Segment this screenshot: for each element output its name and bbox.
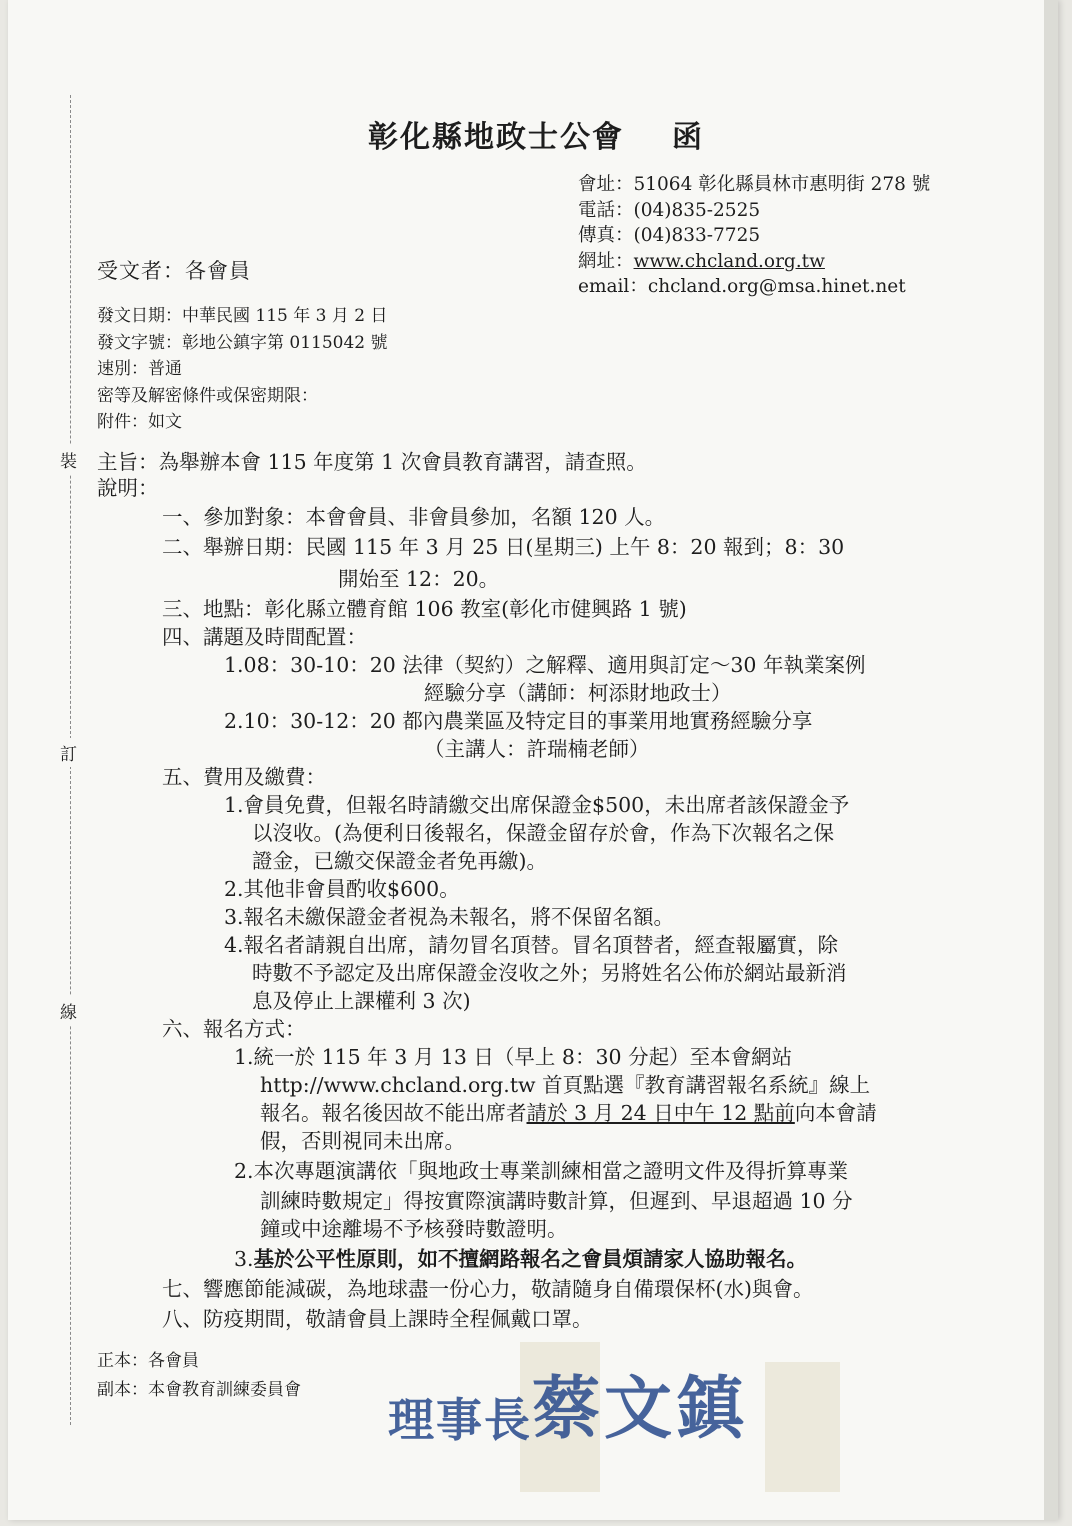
reg-1-cont-a: http://www.chcland.org.tw 首頁點選『教育講習報名系統』線上 <box>260 1073 871 1097</box>
reg-3-bold-note: 基於公平性原則，如不擅網路報名之會員煩請家人協助報名。 <box>253 1247 808 1271</box>
original-to: 正本：各會員 <box>97 1351 199 1371</box>
org-name: 彰化縣地政士公會 <box>368 120 624 155</box>
fee-3: 3.報名未繳保證金者視為未報名，將不保留名額。 <box>224 905 675 929</box>
document-meta <box>97 303 388 436</box>
website-label: 網址： <box>578 250 634 272</box>
website-link[interactable]: www.chcland.org.tw <box>633 250 825 272</box>
item-5-fees: 五、費用及繳費： <box>162 765 326 789</box>
item-6-registration: 六、報名方式： <box>162 1017 306 1041</box>
binding-mark-zhuang: 裝 <box>60 445 77 474</box>
copy-to: 副本：本會教育訓練委員會 <box>97 1380 301 1400</box>
org-website <box>578 249 930 275</box>
reg-1-cont-b <box>260 1096 877 1126</box>
reg-2-cont-b: 鐘或中途離場不予核發時數證明。 <box>260 1217 568 1241</box>
fee-1: 1.會員免費，但報名時請繳交出席保證金$500，未出席者該保證金予 <box>224 793 850 817</box>
org-fax: 傳真：(04)833-7725 <box>578 225 761 246</box>
subject-line: 主旨：為舉辦本會 115 年度第 1 次會員教育講習，請查照。 <box>97 450 647 474</box>
fee-4-cont-b: 息及停止上課權利 3 次) <box>252 989 471 1013</box>
item-3-location: 三、地點：彰化縣立體育館 106 教室(彰化市健興路 1 號) <box>162 597 687 621</box>
seal-title: 理事長 <box>388 1393 532 1447</box>
item-7-eco: 七、響應節能減碳，為地球盡一份心力，敬請隨身自備環保杯(水)與會。 <box>162 1277 814 1301</box>
item-2-date: 二、舉辦日期：民國 115 年 3 月 25 日(星期三) 上午 8：20 報到；8：30 <box>162 535 845 559</box>
fee-2: 2.其他非會員酌收$600。 <box>224 877 460 901</box>
reg-1-text-b: 向本會請 <box>794 1101 877 1125</box>
document-title <box>0 112 1072 156</box>
distribution <box>97 1347 301 1405</box>
chairman-seal <box>388 1355 748 1452</box>
tape-strip <box>765 1362 840 1492</box>
topic-2-cont: （主講人：許瑞楠老師） <box>424 737 650 761</box>
reg-1-deadline: 請於 3 月 24 日中午 12 點前 <box>526 1101 795 1125</box>
seal-name: 蔡文鎮 <box>532 1369 749 1449</box>
fee-4: 4.報名者請親自出席，請勿冒名頂替。冒名頂替者，經查報屬實，除 <box>224 933 839 957</box>
document-number: 發文字號：彰地公鎮字第 0115042 號 <box>97 332 388 353</box>
secrecy-level: 密等及解密條件或保密期限： <box>97 385 318 406</box>
page-edge <box>1044 0 1058 1520</box>
contact-block <box>578 172 930 300</box>
recipient: 受文者：各會員 <box>97 259 251 283</box>
org-email: email：chcland.org@msa.hinet.net <box>578 276 906 297</box>
reg-1-cont-c: 假，否則視同未出席。 <box>260 1129 465 1153</box>
org-phone: 電話：(04)835-2525 <box>578 199 761 221</box>
item-4-topics: 四、講題及時間配置： <box>162 625 367 649</box>
fee-4-cont-a: 時數不予認定及出席保證金沒收之外；另將姓名公佈於網站最新消 <box>252 961 847 985</box>
doc-type: 函 <box>672 120 704 155</box>
delivery-speed: 速別：普通 <box>97 359 182 379</box>
explanation-label: 說明： <box>97 476 159 500</box>
reg-3 <box>234 1242 807 1272</box>
reg-2-cont-a: 訓練時數規定」得按實際演講時數計算，但遲到、早退超過 10 分 <box>260 1189 853 1213</box>
fee-1-cont-a: 以沒收。(為便利日後報名，保證金留存於會，作為下次報名之保 <box>252 821 834 845</box>
topic-1-cont: 經驗分享（講師：柯添財地政士） <box>424 681 732 705</box>
reg-3-number: 3. <box>234 1247 254 1271</box>
item-8-masks: 八、防疫期間，敬請會員上課時全程佩戴口罩。 <box>162 1307 593 1331</box>
reg-2: 2.本次專題演講依「與地政士專業訓練相當之證明文件及得折算專業 <box>234 1159 849 1183</box>
attachment: 附件：如文 <box>97 412 182 432</box>
issue-date: 發文日期：中華民國 115 年 3 月 2 日 <box>97 306 388 326</box>
binding-mark-xian: 線 <box>60 996 77 1025</box>
fee-1-cont-b: 證金，已繳交保證金者免再繳)。 <box>252 849 547 873</box>
reg-1: 1.統一於 115 年 3 月 13 日（早上 8：30 分起）至本會網站 <box>234 1045 793 1069</box>
topic-1: 1.08：30-10：20 法律（契約）之解釋、適用與訂定～30 年執業案例 <box>224 653 866 677</box>
reg-1-text-a: 報名。報名後因故不能出席者 <box>260 1101 527 1125</box>
org-address: 會址：51064 彰化縣員林市惠明街 278 號 <box>578 174 931 195</box>
topic-2: 2.10：30-12：20 都內農業區及特定目的事業用地實務經驗分享 <box>224 709 813 733</box>
item-2-date-cont: 開始至 12：20。 <box>338 567 500 591</box>
item-1-audience: 一、參加對象：本會會員、非會員參加，名額 120 人。 <box>162 505 666 529</box>
binding-mark-ding: 訂 <box>60 738 77 767</box>
